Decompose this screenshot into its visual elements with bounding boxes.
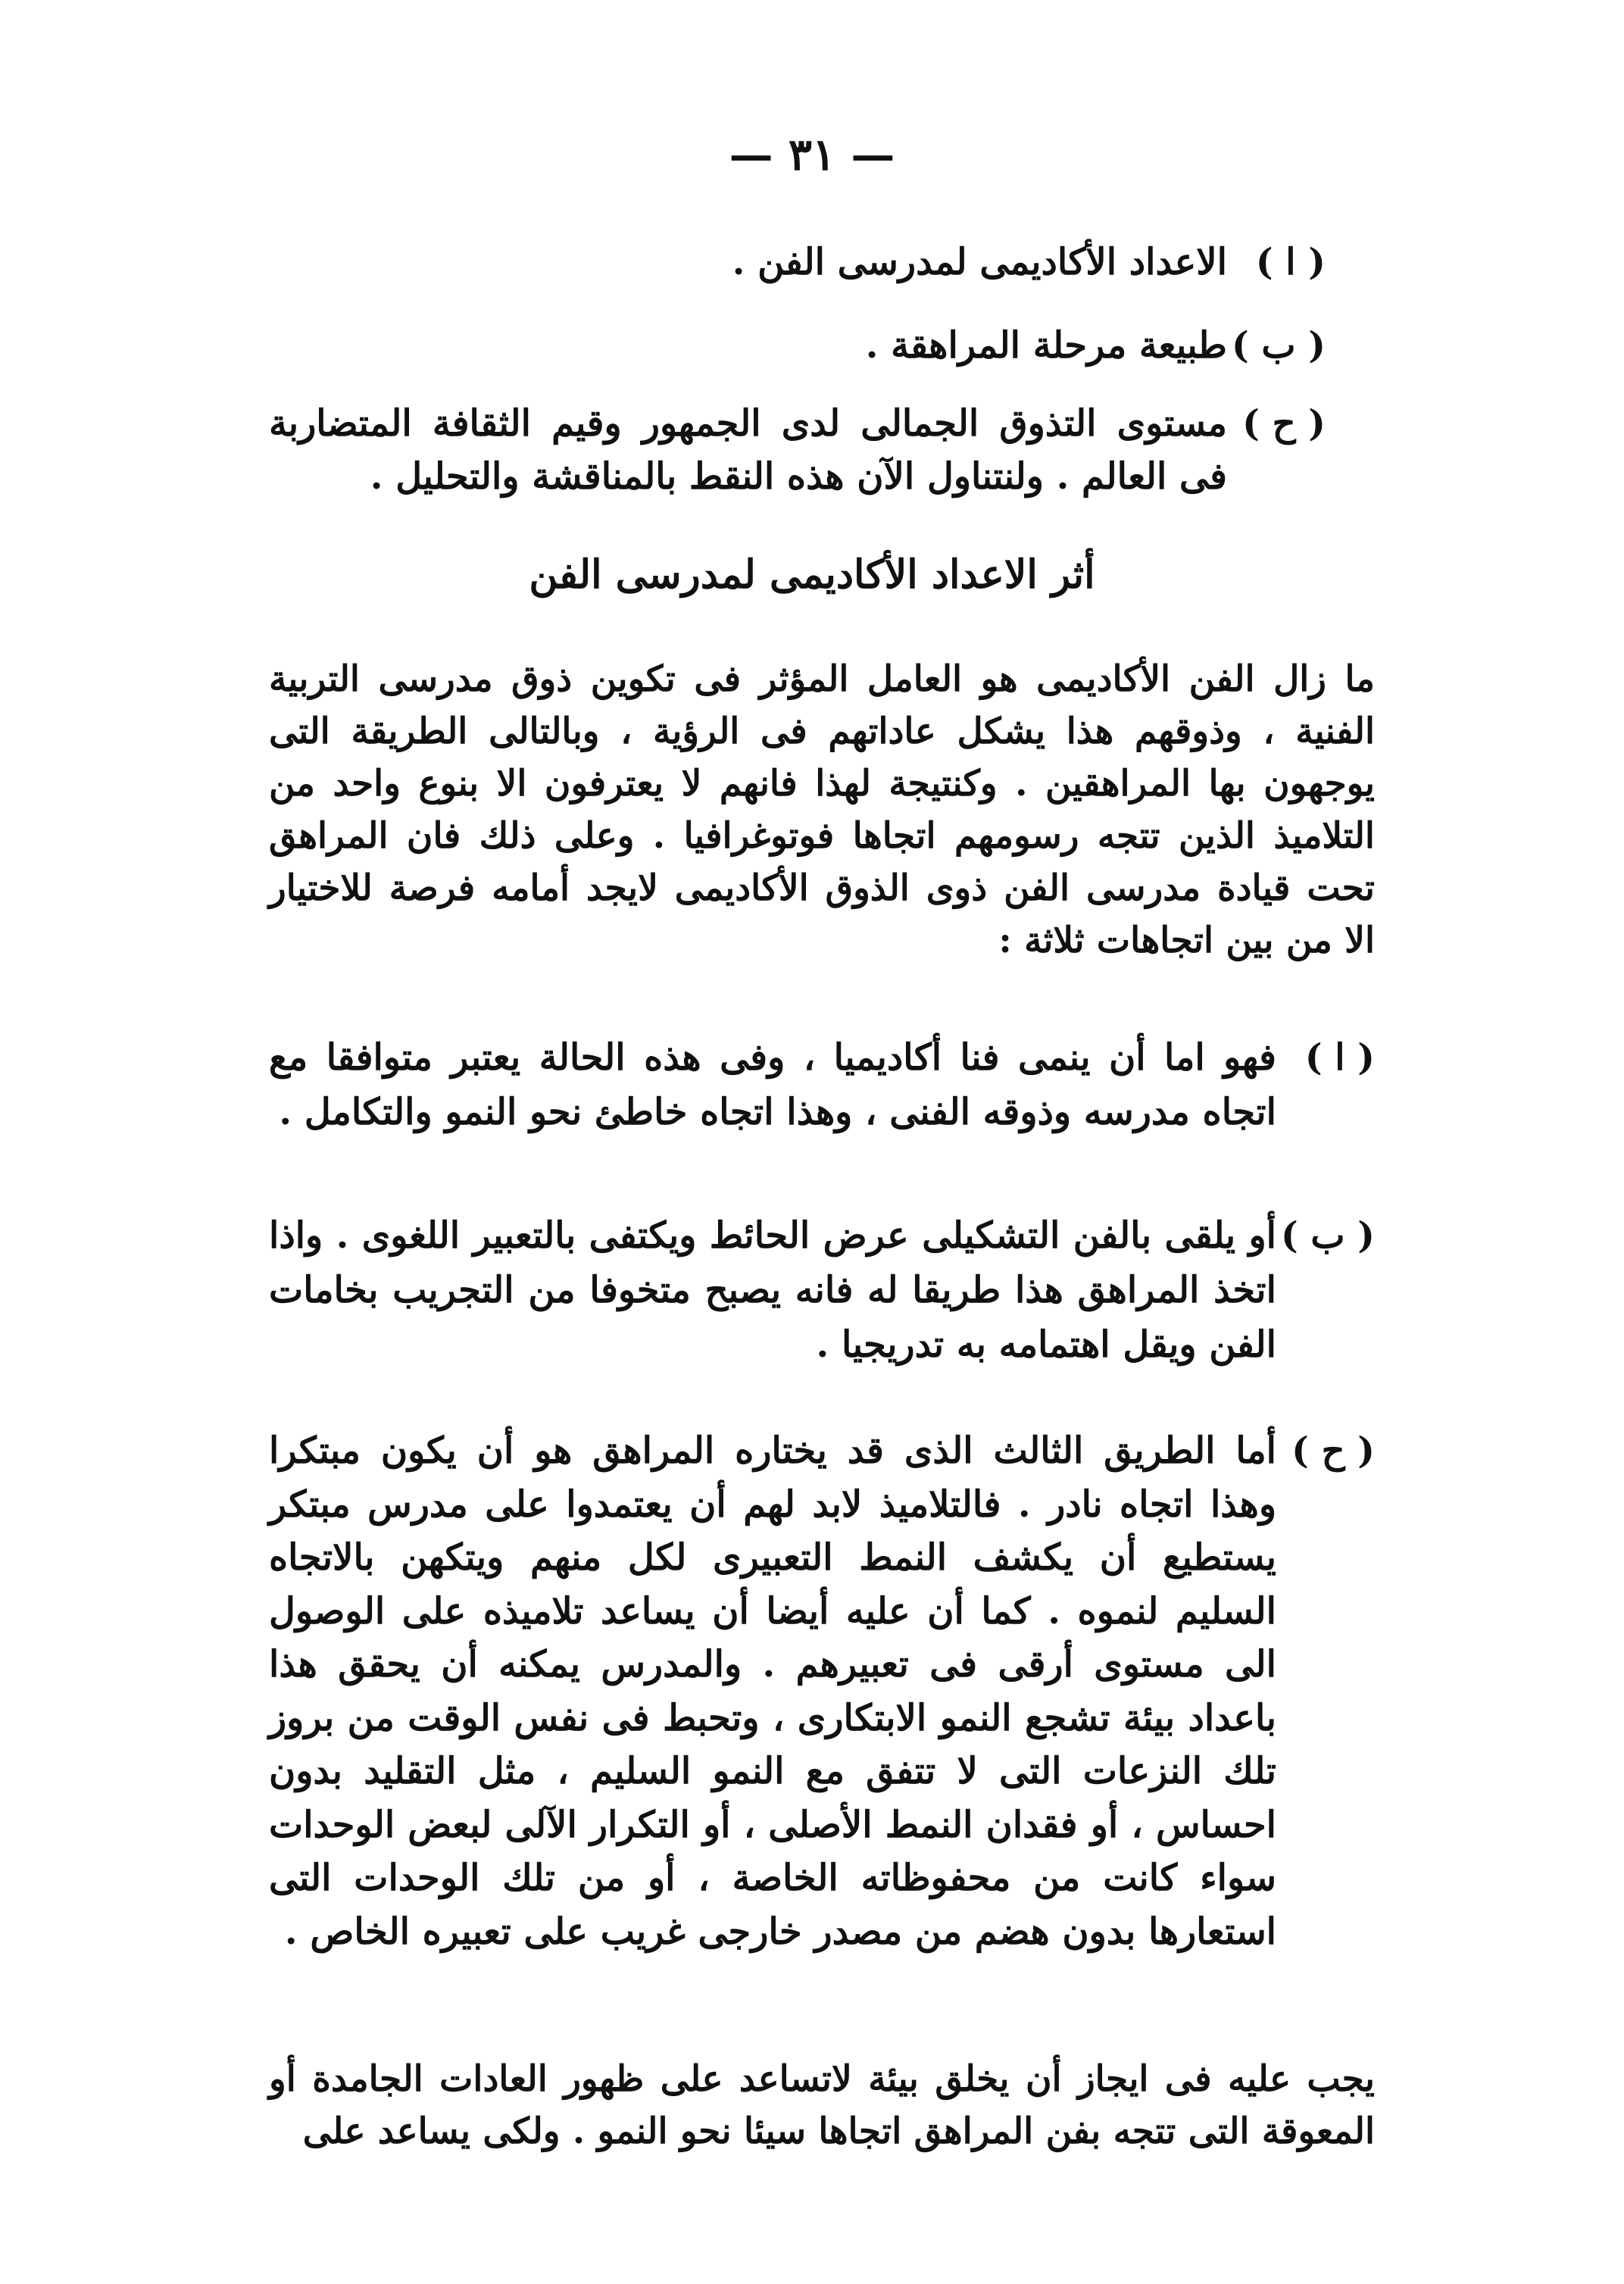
list-item-text: طبيعة مرحلة المراهقة . bbox=[865, 324, 1227, 367]
paragraph-intro: ما زال الفن الأكاديمى هو العامل المؤثر فى تكوين ذوق مدرسى التربية الفنية ، وذوقهم هذا يشكل عاداتهم فى الرؤية ، وبالتالى الطريقة التى يوجهون بها المراهقين . وكنتيجة لهذا فانهم لا يعترفون الا بنوع واحد من التلاميذ الذين تتجه رسومهم اتجاها فوتوغرافيا . وعلى ذلك فان المراهق تحت قيادة مدرسى الفن ذوى الذوق الأكاديمى لايجد أمامه فرصة للاختيار الا من بين اتجاهات ثلاثة : bbox=[269, 658, 1375, 962]
list-item-text: أو يلقى بالفن التشكيلى عرض الحائط ويكتفى بالتعبير اللغوى . واذا اتخذ المراهق هذا طريقا له فانه يصبح متخوفا من التجريب بخامات الفن ويقل اهتمامه به تدريجيا . bbox=[269, 1214, 1277, 1366]
intro-item-a bbox=[269, 235, 1326, 289]
page-number: — ٣١ — bbox=[729, 129, 895, 180]
list-item-text: فهو اما أن ينمى فنا أكاديميا ، وفى هذه الحالة يعتبر متوافقا مع اتجاه مدرسه وذوقه الفنى ، وهذا اتجاه خاطئ نحو النمو والتكامل . bbox=[269, 1036, 1276, 1133]
direction-item-b bbox=[269, 1208, 1375, 1372]
list-marker: ( ب ) bbox=[1280, 1214, 1375, 1257]
list-marker: ( ا ) bbox=[1304, 1036, 1375, 1079]
direction-item-a bbox=[269, 1030, 1375, 1139]
section-heading: أثر الاعداد الأكاديمى لمدرسى الفن bbox=[529, 551, 1095, 598]
intro-item-c bbox=[269, 398, 1326, 503]
list-marker: ( ب ) bbox=[1231, 324, 1326, 367]
list-marker: ( ا ) bbox=[1255, 241, 1326, 283]
direction-item-c bbox=[269, 1424, 1375, 1958]
list-marker: ( ح ) bbox=[1291, 1429, 1375, 1472]
list-item-text: مستوى التذوق الجمالى لدى الجمهور وقيم الثقافة المتضاربة فى العالم . ولنتناول الآن هذه النقط بالمناقشة والتحليل . bbox=[269, 402, 1227, 498]
intro-item-b bbox=[269, 318, 1326, 373]
list-item-text: أما الطريق الثالث الذى قد يختاره المراهق هو أن يكون مبتكرا وهذا اتجاه نادر . فالتلاميذ لابد لهم أن يعتمدوا على مدرس مبتكر يستطيع أن يكشف النمط التعبيرى لكل منهم ويتكهن بالاتجاه السليم لنموه . كما أن عليه أيضا أن يساعد تلاميذه على الوصول الى مستوى أرقى فى تعبيرهم . والمدرس يمكنه أن يحقق هذا باعداد بيئة تشجع النمو الابتكارى ، وتحبط فى نفس الوقت من بروز تلك النزعات التى لا تتفق مع النمو السليم ، مثل التقليد بدون احساس ، أو فقدان النمط الأصلى ، أو التكرار الآلى لبعض الوحدات سواء كانت من محفوظاته الخاصة ، أو من تلك الوحدات التى استعارها بدون هضم من مصدر خارجى غريب على تعبيره الخاص . bbox=[269, 1429, 1277, 1953]
list-item-text: الاعداد الأكاديمى لمدرسى الفن . bbox=[732, 241, 1227, 283]
paragraph-closing: يجب عليه فى ايجاز أن يخلق بيئة لاتساعد على ظهور العادات الجامدة أو المعوقة التى تتجه بفن المراهق اتجاها سيئا نحو النمو . ولكى يساعد على bbox=[269, 2058, 1375, 2153]
list-marker: ( ح ) bbox=[1242, 402, 1326, 445]
